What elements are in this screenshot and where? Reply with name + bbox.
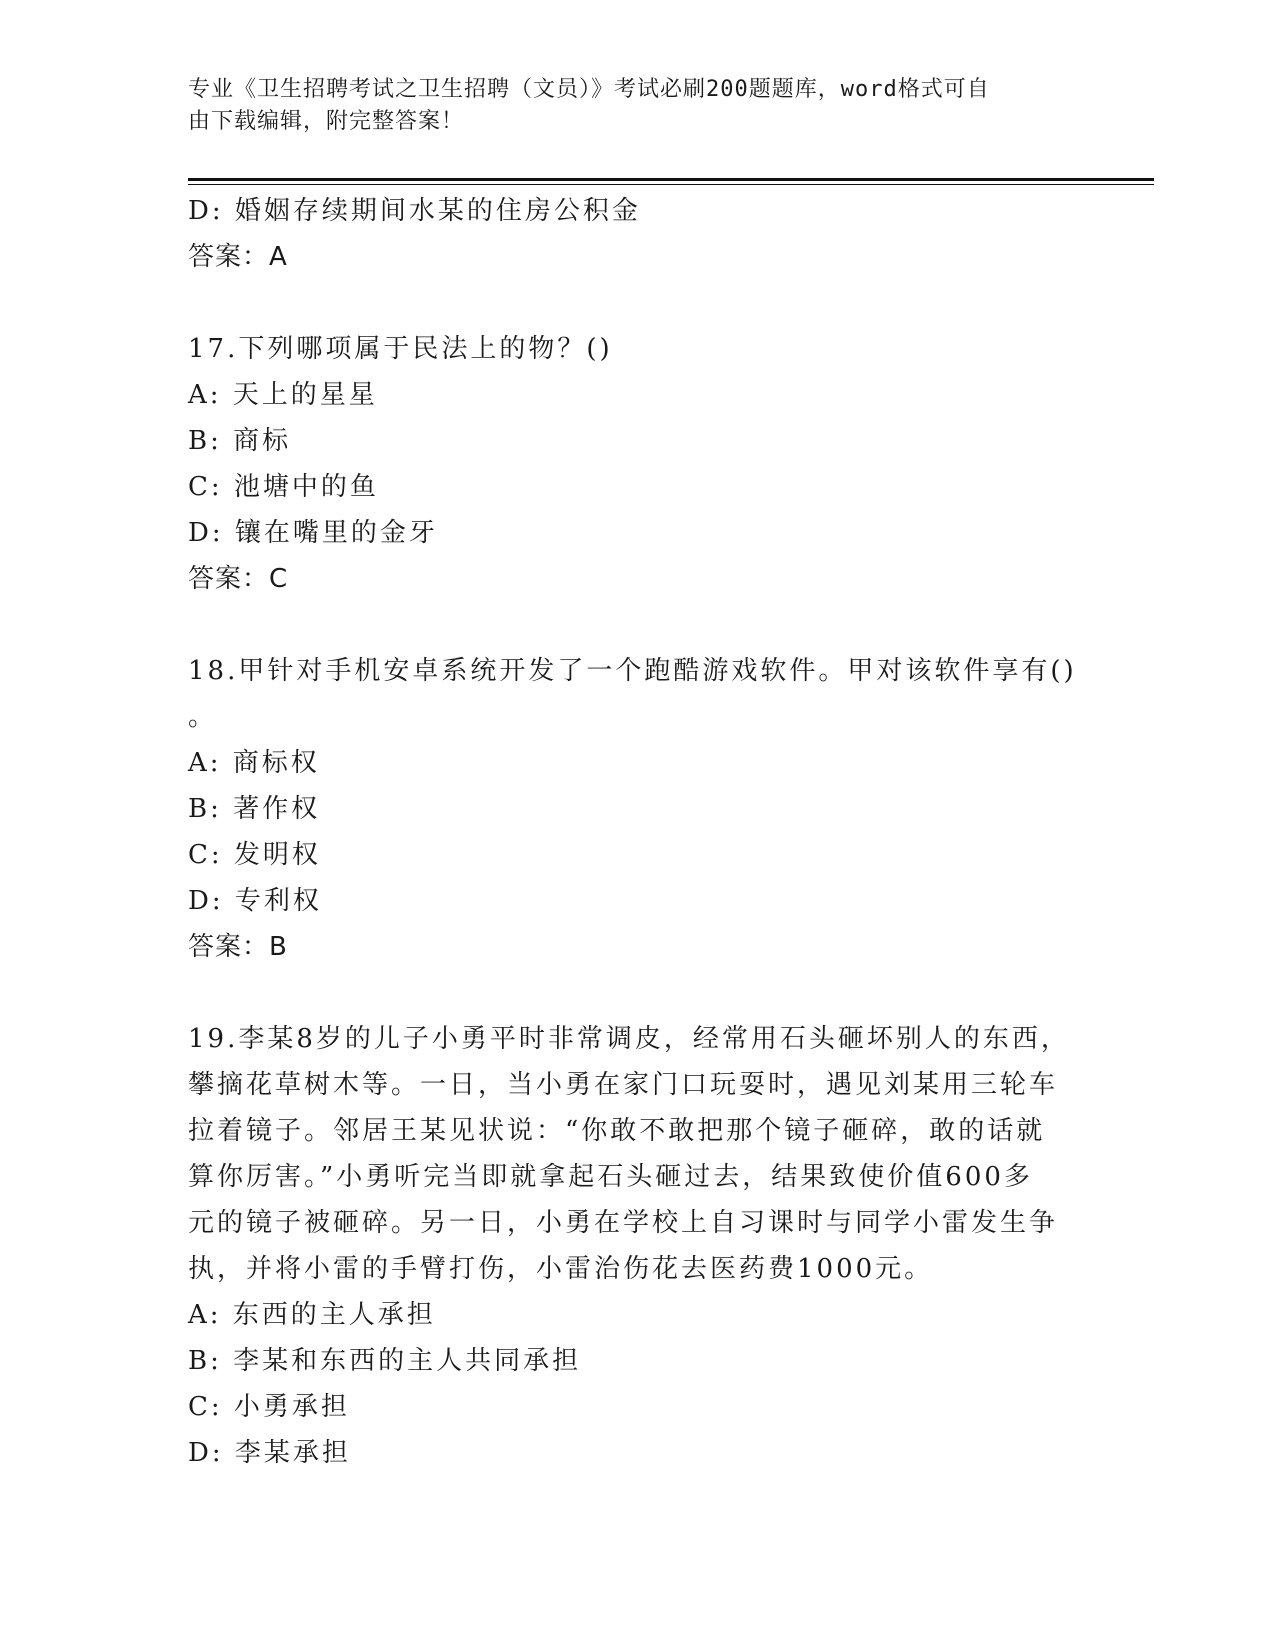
spacer (188, 280, 1088, 326)
spacer (188, 602, 1088, 648)
q18-option-a: A: 商标权 (188, 748, 320, 778)
q17-option-a: A: 天上的星星 (188, 380, 378, 410)
q17-option-b: B: 商标 (188, 426, 292, 456)
header-rule-thick (188, 178, 1154, 181)
document-header (188, 74, 1088, 138)
q17-option-d: D: 镶在嘴里的金牙 (188, 518, 438, 548)
q18-question-line-2: 。 (188, 702, 218, 732)
document-body (188, 188, 1088, 1476)
q17-question: 17.下列哪项属于民法上的物？() (188, 334, 613, 364)
q19-question-line-4: 算你厉害。”小勇听完当即就拿起石头砸过去，结果致使价值600多 (188, 1162, 1033, 1192)
q18-question-line-1: 18.甲针对手机安卓系统开发了一个跑酷游戏软件。甲对该软件享有() (188, 656, 1077, 686)
q19-option-b: B: 李某和东西的主人共同承担 (188, 1346, 582, 1376)
q18-option-b: B: 著作权 (188, 794, 321, 824)
header-line-1: 专业《卫生招聘考试之卫生招聘（文员）》考试必刷200题题库，word格式可自 (188, 77, 990, 102)
q18-option-c: C: 发明权 (188, 840, 321, 870)
q19-option-a: A: 东西的主人承担 (188, 1300, 436, 1330)
q19-question-line-2: 攀摘花草树木等。一日，当小勇在家门口玩耍时，遇见刘某用三轮车 (188, 1070, 1059, 1100)
q19-question-line-3: 拉着镜子。邻居王某见状说：“你敢不敢把那个镜子砸碎，敢的话就 (188, 1116, 1046, 1146)
q19-option-d: D: 李某承担 (188, 1438, 351, 1468)
q18-answer: 答案：B (188, 932, 288, 962)
q17-option-c: C: 池塘中的鱼 (188, 472, 379, 502)
q19-question-line-1: 19.李某8岁的儿子小勇平时非常调皮，经常用石头砸坏别人的东西， (188, 1024, 1070, 1054)
header-rule-thin (188, 184, 1154, 185)
header-line-2: 由下载编辑，附完整答案！ (188, 109, 465, 134)
spacer (188, 970, 1088, 1016)
q16-answer: 答案：A (188, 242, 288, 272)
q16-option-d: D: 婚姻存续期间水某的住房公积金 (188, 196, 641, 226)
q18-option-d: D: 专利权 (188, 886, 322, 916)
q19-question-line-6: 执，并将小雷的手臂打伤，小雷治伤花去医药费1000元。 (188, 1254, 934, 1284)
q17-answer: 答案：C (188, 564, 289, 594)
q19-option-c: C: 小勇承担 (188, 1392, 350, 1422)
q19-question-line-5: 元的镜子被砸碎。另一日，小勇在学校上自习课时与同学小雷发生争 (188, 1208, 1059, 1238)
